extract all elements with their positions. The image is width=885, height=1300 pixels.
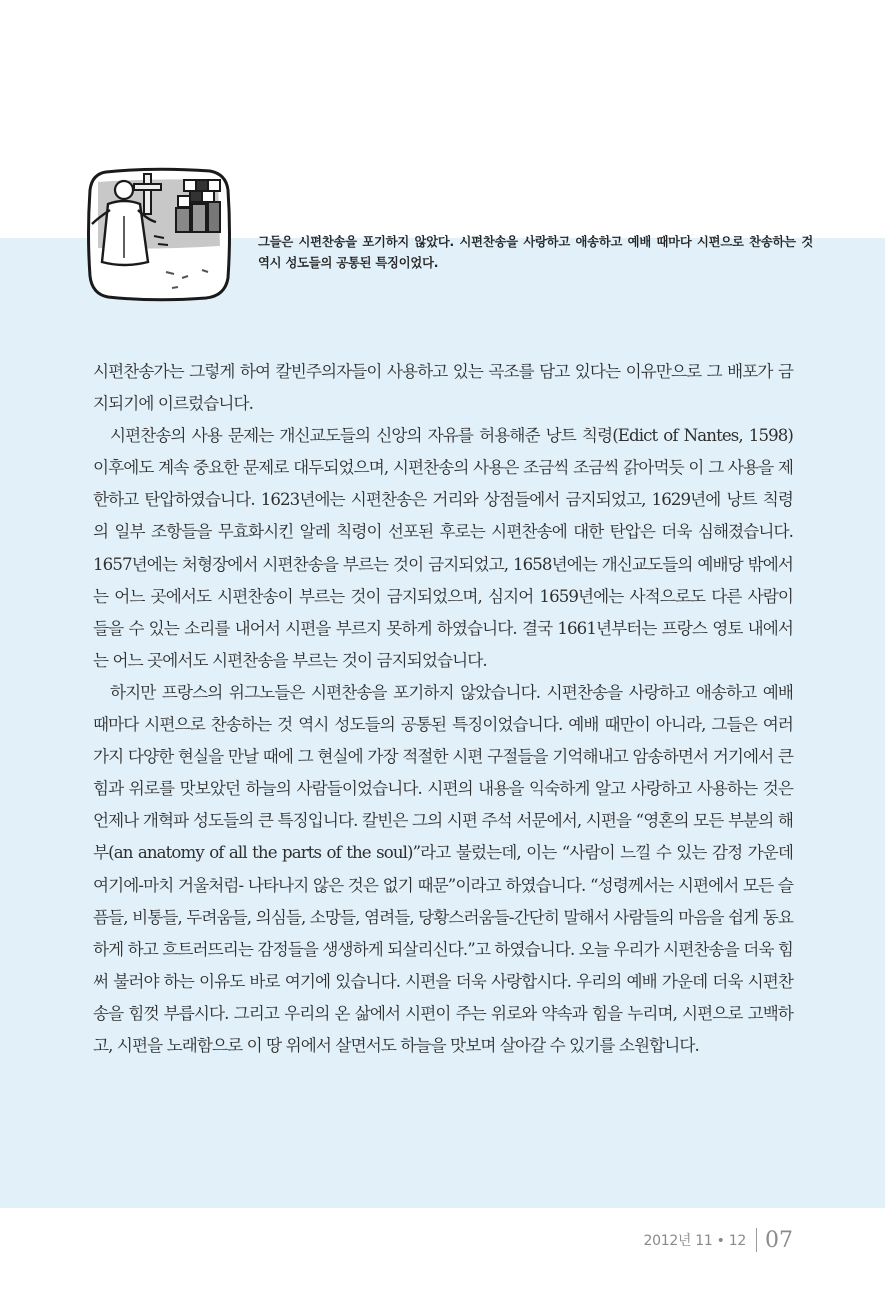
- page-number: 07: [765, 1227, 793, 1253]
- paragraph: 하지만 프랑스의 위그노들은 시편찬송을 포기하지 않았습니다. 시편찬송을 사랑하고 애송하고 예배 때마다 시편으로 찬송하는 것 역시 성도들의 공통된 특징이었습니다. 예배 때만이 아니라, 그들은 여러 가지 다양한 현실을 만날 때에 그 현실에 가장 적절한 시편 구절들을 기억해내고 암송하면서 거기에서 큰 힘과 위로를 맛보았던 하늘의 사람들이었습니다. 시편의 내용을 익숙하게 알고 사랑하고 사용하는 것은 언제나 개혁파 성도들의 큰 특징입니다. 칼빈은 그의 시편 주석 서문에서, 시편을 “영혼의 모든 부분의 해부(an anatomy of all the parts of the soul)”라고 불렀는데, 이는 “사람이 느낄 수 있는 감정 가운데 여기에-마치 거울처럼- 나타나지 않은 것은 없기 때문”이라고 하였습니다. “성령께서는 시편에서 모든 슬픔들, 비통들, 두려움들, 의심들, 소망들, 염려들, 당황스러움들-간단히 말해서 사람들의 마음을 쉽게 동요하게 하고 흐트러뜨리는 감정들을 생생하게 되살리신다.”고 하였습니다. 오늘 우리가 시편찬송을 더욱 힘써 불러야 하는 이유도 바로 여기에 있습니다. 시편을 더욱 사랑합시다. 우리의 예배 가운데 더욱 시편찬송을 힘껏 부릅시다. 그리고 우리의 온 삶에서 시편이 주는 위로와 약속과 힘을 누리며, 시편으로 고백하고, 시편을 노래함으로 이 땅 위에서 살면서도 하늘을 맛보며 살아갈 수 있기를 소원합니다.: [93, 682, 793, 1055]
- article-body: [93, 356, 793, 1062]
- worship-scene-illustration: [84, 166, 234, 302]
- image-caption: 그들은 시편찬송을 포기하지 않았다. 시편찬송을 사랑하고 애송하고 예배 때마다 시편으로 찬송하는 것 역시 성도들의 공통된 특징이었다.: [258, 235, 813, 270]
- footer-divider: [756, 1228, 757, 1252]
- issue-date: 2012년 11 • 12: [643, 1233, 746, 1249]
- paragraph: 시편찬송가는 그렇게 하여 칼빈주의자들이 사용하고 있는 곡조를 담고 있다는 이유만으로 그 배포가 금지되기에 이르렀습니다.: [93, 362, 793, 414]
- paragraph: 시편찬송의 사용 문제는 개신교도들의 신앙의 자유를 허용해준 낭트 칙령(Edict of Nantes, 1598) 이후에도 계속 중요한 문제로 대두되었으며, 시편찬송의 사용은 조금씩 조금씩 갉아먹듯 이 그 사용을 제한하고 탄압하였습니다. 1623년에는 시편찬송은 거리와 상점들에서 금지되었고, 1629년에 낭트 칙령의 일부 조항들을 무효화시킨 알레 칙령이 선포된 후로는 시편찬송에 대한 탄압은 더욱 심해졌습니다. 1657년에는 처형장에서 시편찬송을 부르는 것이 금지되었고, 1658년에는 개신교도들의 예배당 밖에서는 어느 곳에서도 시편찬송이 부르는 것이 금지되었으며, 심지어 1659년에는 사적으로도 다른 사람이 들을 수 있는 소리를 내어서 시편을 부르지 못하게 하였습니다. 결국 1661년부터는 프랑스 영토 내에서는 어느 곳에서도 시편찬송을 부르는 것이 금지되었습니다.: [93, 426, 793, 670]
- page-footer: [644, 1222, 794, 1258]
- worship-scene-icon: [84, 166, 234, 302]
